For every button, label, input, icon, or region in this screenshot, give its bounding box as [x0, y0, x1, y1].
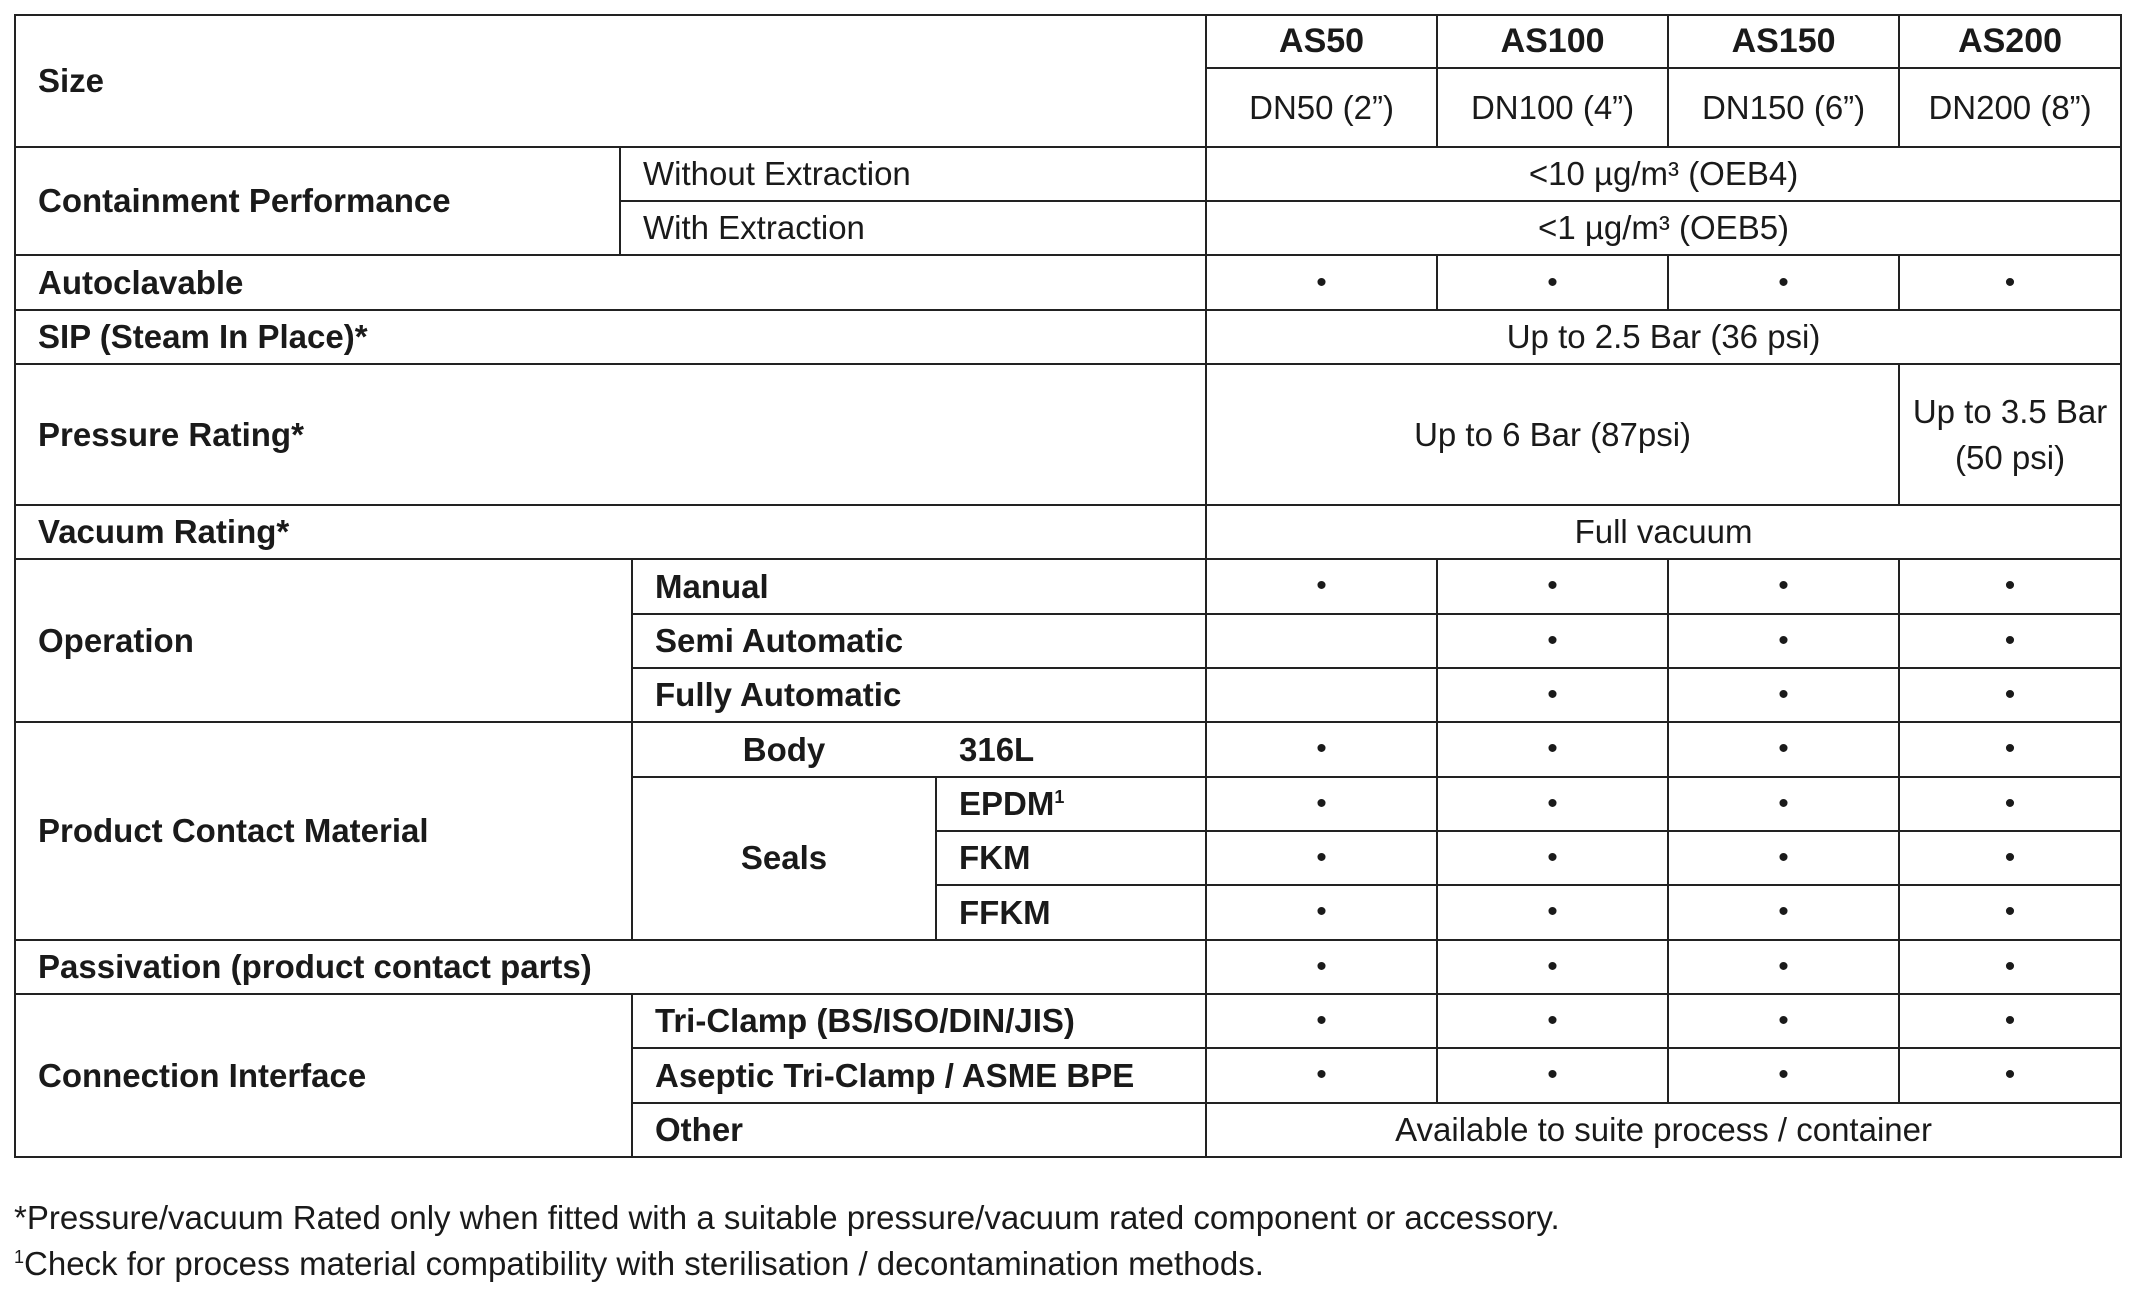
model-as100: AS100 — [1437, 15, 1668, 68]
size-dn100: DN100 (4”) — [1437, 68, 1668, 146]
model-as200: AS200 — [1899, 15, 2121, 68]
operation-fully-label: Fully Automatic — [632, 668, 1206, 722]
other-value: Available to suite process / container — [1206, 1103, 2121, 1157]
size-label: Size — [15, 15, 1206, 147]
size-dn200: DN200 (8”) — [1899, 68, 2121, 146]
material-body-row — [15, 722, 2121, 776]
body-value: 316L — [936, 722, 1206, 776]
bullet: • — [1437, 994, 1668, 1048]
model-as150: AS150 — [1668, 15, 1899, 68]
footnotes — [14, 1195, 1560, 1287]
bullet: • — [1437, 559, 1668, 613]
other-label: Other — [632, 1103, 1206, 1157]
pressure-row — [15, 364, 2121, 505]
bullet: • — [1437, 255, 1668, 309]
with-extraction-label: With Extraction — [620, 201, 1206, 255]
sip-value: Up to 2.5 Bar (36 psi) — [1206, 310, 2121, 364]
bullet: • — [1899, 885, 2121, 939]
autoclavable-row — [15, 255, 2121, 309]
autoclavable-label: Autoclavable — [15, 255, 1206, 309]
footnote-pressure: *Pressure/vacuum Rated only when fitted with a suitable pressure/vacuum rated component or accessory. — [14, 1199, 1560, 1236]
pressure-value: Up to 6 Bar (87psi) — [1206, 364, 1899, 505]
bullet: • — [1899, 994, 2121, 1048]
bullet: • — [1899, 722, 2121, 776]
bullet: • — [1668, 885, 1899, 939]
specification-table — [14, 14, 2122, 1158]
bullet: • — [1206, 777, 1437, 831]
bullet: • — [1437, 831, 1668, 885]
seal-ffkm: FFKM — [936, 885, 1206, 939]
vacuum-row — [15, 505, 2121, 559]
epdm-footnote-mark: 1 — [1054, 786, 1065, 807]
bullet: • — [1437, 777, 1668, 831]
size-dn150: DN150 (6”) — [1668, 68, 1899, 146]
with-extraction-value: <1 µg/m³ (OEB5) — [1206, 201, 2121, 255]
bullet: • — [1668, 831, 1899, 885]
footnote-material-mark: 1 — [14, 1247, 25, 1267]
bullet: • — [1668, 777, 1899, 831]
bullet: • — [1206, 1048, 1437, 1102]
pressure-value-as200: Up to 3.5 Bar (50 psi) — [1899, 364, 2121, 505]
bullet: • — [1206, 994, 1437, 1048]
seal-epdm — [936, 777, 1206, 831]
aseptic-label: Aseptic Tri-Clamp / ASME BPE — [632, 1048, 1206, 1102]
seal-epdm-label: EPDM — [959, 784, 1055, 822]
bullet: • — [1437, 1048, 1668, 1102]
bullet: • — [1437, 722, 1668, 776]
material-label: Product Contact Material — [15, 722, 632, 939]
footnote-material-text: Check for process material compatibility with sterilisation / decontamination methods. — [24, 1245, 1264, 1282]
triclamp-label: Tri-Clamp (BS/ISO/DIN/JIS) — [632, 994, 1206, 1048]
bullet: • — [1206, 831, 1437, 885]
bullet: • — [1437, 614, 1668, 668]
bullet: • — [1668, 559, 1899, 613]
containment-label: Containment Performance — [15, 147, 620, 256]
bullet: • — [1437, 668, 1668, 722]
header-models-row — [15, 15, 2121, 68]
seal-fkm: FKM — [936, 831, 1206, 885]
bullet: • — [1668, 994, 1899, 1048]
footnote-material — [14, 1241, 1560, 1287]
bullet: • — [1668, 940, 1899, 994]
bullet: • — [1899, 255, 2121, 309]
pressure-label: Pressure Rating* — [15, 364, 1206, 505]
sip-row — [15, 310, 2121, 364]
bullet: • — [1899, 831, 2121, 885]
vacuum-label: Vacuum Rating* — [15, 505, 1206, 559]
bullet: • — [1668, 255, 1899, 309]
bullet: • — [1668, 668, 1899, 722]
connection-label: Connection Interface — [15, 994, 632, 1157]
passivation-row — [15, 940, 2121, 994]
bullet: • — [1206, 559, 1437, 613]
containment-without-row — [15, 147, 2121, 201]
empty-cell — [1206, 668, 1437, 722]
operation-label: Operation — [15, 559, 632, 722]
sip-label: SIP (Steam In Place)* — [15, 310, 1206, 364]
bullet: • — [1206, 940, 1437, 994]
vacuum-value: Full vacuum — [1206, 505, 2121, 559]
model-as50: AS50 — [1206, 15, 1437, 68]
operation-manual-row — [15, 559, 2121, 613]
bullet: • — [1899, 940, 2121, 994]
bullet: • — [1668, 1048, 1899, 1102]
size-dn50: DN50 (2”) — [1206, 68, 1437, 146]
bullet: • — [1899, 614, 2121, 668]
without-extraction-value: <10 µg/m³ (OEB4) — [1206, 147, 2121, 201]
passivation-label: Passivation (product contact parts) — [15, 940, 1206, 994]
operation-manual-label: Manual — [632, 559, 1206, 613]
bullet: • — [1206, 722, 1437, 776]
bullet: • — [1899, 559, 2121, 613]
connection-triclamp-row — [15, 994, 2121, 1048]
body-label: Body — [632, 722, 936, 776]
bullet: • — [1668, 614, 1899, 668]
bullet: • — [1206, 885, 1437, 939]
bullet: • — [1899, 668, 2121, 722]
empty-cell — [1206, 614, 1437, 668]
bullet: • — [1668, 722, 1899, 776]
bullet: • — [1437, 885, 1668, 939]
bullet: • — [1899, 1048, 2121, 1102]
without-extraction-label: Without Extraction — [620, 147, 1206, 201]
bullet: • — [1899, 777, 2121, 831]
bullet: • — [1437, 940, 1668, 994]
bullet: • — [1206, 255, 1437, 309]
operation-semi-label: Semi Automatic — [632, 614, 1206, 668]
seals-label: Seals — [632, 777, 936, 940]
